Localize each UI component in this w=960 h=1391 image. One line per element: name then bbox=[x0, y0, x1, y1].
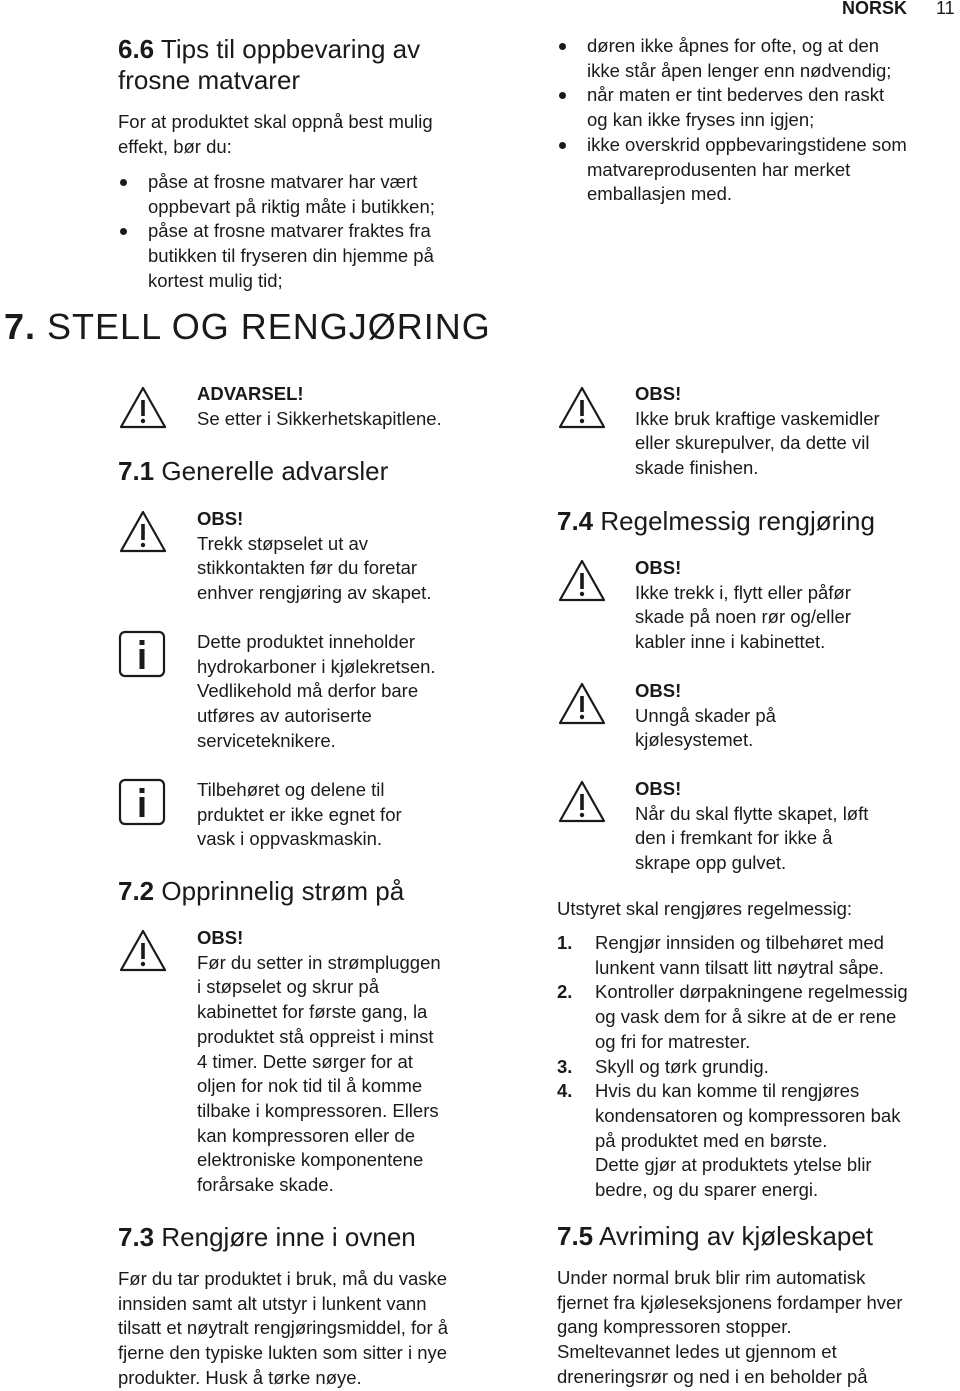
caution-note: OBS! Før du setter in strømpluggen i støpselet og skrur på kabinettet for første gang, la produktet stå oppreist i minst 4 timer. Dette sørger for at oljen for nok tid til å komme tilbake i kompressoren. Ellers kan kompressoren eller de elektroniske komponentene forårsake skade. bbox=[197, 927, 441, 1196]
section-title: Opprinnelig strøm på bbox=[161, 876, 405, 906]
caution-label: OBS! bbox=[635, 383, 682, 404]
caution-label: OBS! bbox=[635, 778, 682, 799]
section-number: 7.2 bbox=[118, 876, 155, 906]
caution-icon bbox=[557, 680, 607, 726]
caution-icon bbox=[557, 384, 607, 430]
section-7-5-heading bbox=[557, 1221, 873, 1252]
section-number: 7.4 bbox=[557, 506, 594, 536]
list-item: påse at frosne matvarer fraktes fra butikken til fryseren din hjemme på kortest mulig tid; bbox=[118, 219, 498, 293]
warning-label: ADVARSEL! bbox=[197, 383, 304, 404]
section-7-3-text: Før du tar produktet i bruk, må du vaske innsiden samt alt utstyr i lunkent vann tilsatt et nøytralt rengjøringsmiddel, for å fjerne den typiske lukten som sitter i nye produkter. Husk å tørke nøye. bbox=[118, 1268, 449, 1388]
info-note: Tilbehøret og delene til prduktet er ikke egnet for vask i oppvaskmaskin. bbox=[197, 779, 402, 850]
section-title: Generelle advarsler bbox=[161, 456, 389, 486]
section-7-4-heading bbox=[557, 506, 875, 537]
section-number: 7.3 bbox=[118, 1222, 155, 1252]
list-item: ikke overskrid oppbevaringstidene som matvareprodusenten har merket emballasjen med. bbox=[557, 133, 957, 207]
list-item: 2. Kontroller dørpakningene regelmessig og vask dem for å sikre at de er rene og fri for matrester. bbox=[557, 981, 908, 1052]
section-6-6-intro bbox=[118, 110, 433, 159]
section-title: Regelmessig rengjøring bbox=[600, 506, 875, 536]
caution-note: OBS! Når du skal flytte skapet, løft den i fremkant for ikke å skrape opp gulvet. bbox=[635, 778, 869, 874]
section-title-line: frosne matvarer bbox=[118, 65, 301, 95]
warning-icon bbox=[118, 384, 168, 430]
list-item: døren ikke åpnes for ofte, og at den ikke står åpen lenger enn nødvendig; bbox=[557, 34, 957, 83]
section-7-2-heading bbox=[118, 876, 404, 907]
section-6-6-heading bbox=[118, 34, 420, 96]
chapter-number: 7. bbox=[4, 306, 37, 347]
caution-icon bbox=[557, 557, 607, 603]
caution-icon bbox=[118, 508, 168, 554]
chapter-7-heading bbox=[4, 306, 491, 348]
section-7-5-text: Under normal bruk blir rim automatisk fjernet fra kjøleseksjonens fordamper hver gang kompressoren stopper. Smeltevannet ledes ut gjennom et dreneringsrør og ned i en beholder på bbox=[557, 1267, 903, 1387]
caution-note: OBS! Ikke bruk kraftige vaskemidler eller skurepulver, da dette vil skade finishen. bbox=[635, 383, 880, 479]
section-7-1-heading bbox=[118, 456, 388, 487]
section-title-line: Tips til oppbevaring av bbox=[160, 34, 421, 64]
text-line: effekt, bør du: bbox=[118, 135, 232, 157]
list-item: 1. Rengjør innsiden og tilbehøret med lunkent vann tilsatt litt nøytral såpe. bbox=[557, 932, 884, 978]
section-title: Rengjøre inne i ovnen bbox=[161, 1222, 416, 1252]
warning-note bbox=[197, 382, 442, 431]
info-icon bbox=[118, 630, 166, 678]
caution-label: OBS! bbox=[635, 557, 682, 578]
info-icon bbox=[118, 778, 166, 826]
header-language: NORSK bbox=[842, 0, 908, 18]
section-number: 7.1 bbox=[118, 456, 155, 486]
warning-text: Se etter i Sikkerhetskapitlene. bbox=[197, 407, 442, 429]
info-note: Dette produktet inneholder hydrokarboner i kjølekretsen. Vedlikehold må derfor bare utføres av autoriserte serviceteknikere. bbox=[197, 631, 436, 751]
section-6-6-list bbox=[118, 170, 498, 294]
section-7-3-heading bbox=[118, 1222, 416, 1253]
caution-label: OBS! bbox=[635, 680, 682, 701]
caution-icon bbox=[557, 778, 607, 824]
section-7-4-steps bbox=[557, 931, 957, 1203]
caution-note: OBS! Ikke trekk i, flytt eller påfør skade på noen rør og/eller kabler inne i kabinettet. bbox=[635, 557, 851, 653]
section-7-4-intro: Utstyret skal rengjøres regelmessig: bbox=[557, 898, 853, 919]
list-item: 4. Hvis du kan komme til rengjøres kondensatoren og kompressoren bak på produktet med en børste. Dette gjør at produktets ytelse blir bedre, og du sparer energi. bbox=[557, 1080, 901, 1201]
list-item: påse at frosne matvarer har vært oppbevart på riktig måte i butikken; bbox=[118, 170, 498, 219]
caution-label: OBS! bbox=[197, 927, 244, 948]
text-line: For at produktet skal oppnå best mulig bbox=[118, 111, 433, 132]
caution-label: OBS! bbox=[197, 508, 244, 529]
list-item: når maten er tint bederves den raskt og kan ikke fryses inn igjen; bbox=[557, 83, 957, 132]
caution-icon bbox=[118, 927, 168, 973]
list-item: 3. Skyll og tørk grundig. bbox=[557, 1055, 769, 1077]
section-title: Avriming av kjøleskapet bbox=[598, 1221, 874, 1251]
chapter-title: STELL OG RENGJØRING bbox=[47, 306, 491, 347]
section-number: 7.5 bbox=[557, 1221, 594, 1251]
caution-note: OBS! Unngå skader på kjølesystemet. bbox=[635, 680, 776, 751]
caution-note: OBS! Trekk støpselet ut av stikkontakten før du foretar enhver rengjøring av skapet. bbox=[197, 508, 432, 604]
page-number: 11 bbox=[936, 0, 955, 18]
section-6-6-list-continued bbox=[557, 34, 957, 207]
section-number: 6.6 bbox=[118, 34, 155, 64]
